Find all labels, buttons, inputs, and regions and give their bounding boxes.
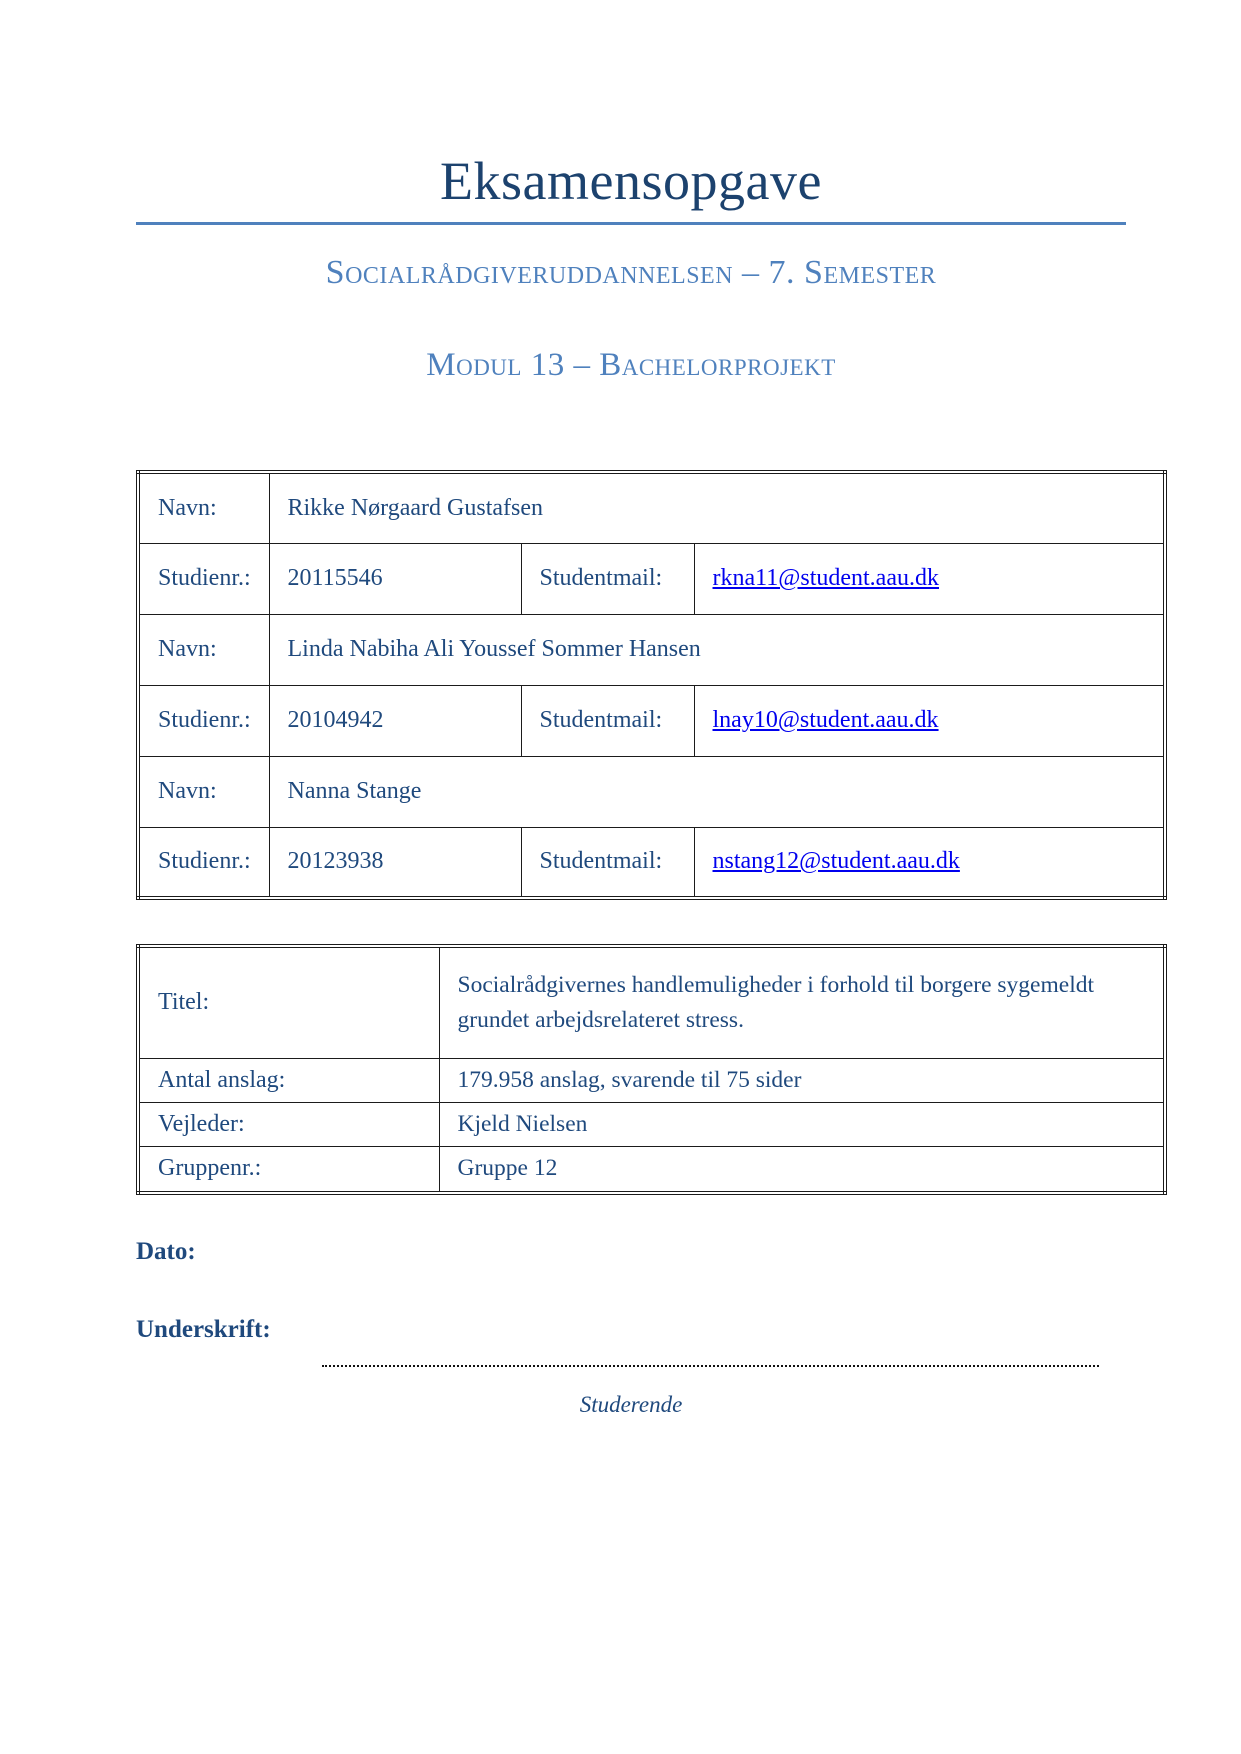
studienr-label: Studienr.:	[138, 827, 269, 898]
studentmail-cell	[694, 827, 1165, 898]
gruppenr-label: Gruppenr.:	[138, 1146, 439, 1193]
underskrift-label: Underskrift:	[136, 1316, 271, 1343]
page-title: Eksamensopgave	[440, 151, 822, 211]
education-subtitle: Socialrådgiveruddannelsen – 7. Semester	[325, 254, 937, 291]
studentmail-cell	[694, 543, 1165, 614]
table-row	[138, 543, 1165, 614]
project-table	[136, 944, 1167, 1195]
dato-label: Dato:	[136, 1238, 196, 1265]
table-row	[138, 946, 1165, 1058]
email-link[interactable]: rkna11@student.aau.dk	[712, 565, 939, 591]
table-row	[138, 1102, 1165, 1146]
studentmail-label: Studentmail:	[521, 827, 694, 898]
students-table	[136, 470, 1167, 900]
signature-dotted-line	[322, 1350, 1099, 1367]
studentmail-label: Studentmail:	[521, 543, 694, 614]
studienr-value: 20123938	[269, 827, 521, 898]
email-link[interactable]: nstang12@student.aau.dk	[712, 848, 960, 875]
table-row	[138, 614, 1165, 685]
vejleder-label: Vejleder:	[138, 1102, 439, 1146]
table-row	[138, 827, 1165, 898]
gruppenr-value: Gruppe 12	[439, 1146, 1165, 1193]
navn-value: Rikke Nørgaard Gustafsen	[269, 472, 1165, 543]
studienr-label: Studienr.:	[138, 685, 269, 756]
navn-label: Navn:	[138, 614, 269, 685]
table-row	[138, 685, 1165, 756]
studienr-label: Studienr.:	[138, 543, 269, 614]
table-row	[138, 472, 1165, 543]
table-row	[138, 1146, 1165, 1193]
studentmail-cell	[694, 685, 1165, 756]
title-block	[136, 150, 1126, 225]
navn-label: Navn:	[138, 472, 269, 543]
studienr-value: 20104942	[269, 685, 521, 756]
studentmail-label: Studentmail:	[521, 685, 694, 756]
navn-value: Linda Nabiha Ali Youssef Sommer Hansen	[269, 614, 1165, 685]
email-link[interactable]: lnay10@student.aau.dk	[712, 707, 939, 733]
antal-anslag-label: Antal anslag:	[138, 1058, 439, 1102]
studerende-label: Studerende	[579, 1392, 683, 1417]
antal-anslag-value: 179.958 anslag, svarende til 75 sider	[439, 1058, 1165, 1102]
navn-value: Nanna Stange	[269, 756, 1165, 827]
navn-label: Navn:	[138, 756, 269, 827]
titel-value: Socialrådgivernes handlemuligheder i forhold til borgere sygemeldt grundet arbejdsrelateret stress.	[439, 946, 1165, 1058]
module-heading: Modul 13 – Bachelorprojekt	[426, 347, 836, 383]
titel-label: Titel:	[138, 946, 439, 1058]
table-row	[138, 1058, 1165, 1102]
studienr-value: 20115546	[269, 543, 521, 614]
table-row	[138, 756, 1165, 827]
vejleder-value: Kjeld Nielsen	[439, 1102, 1165, 1146]
